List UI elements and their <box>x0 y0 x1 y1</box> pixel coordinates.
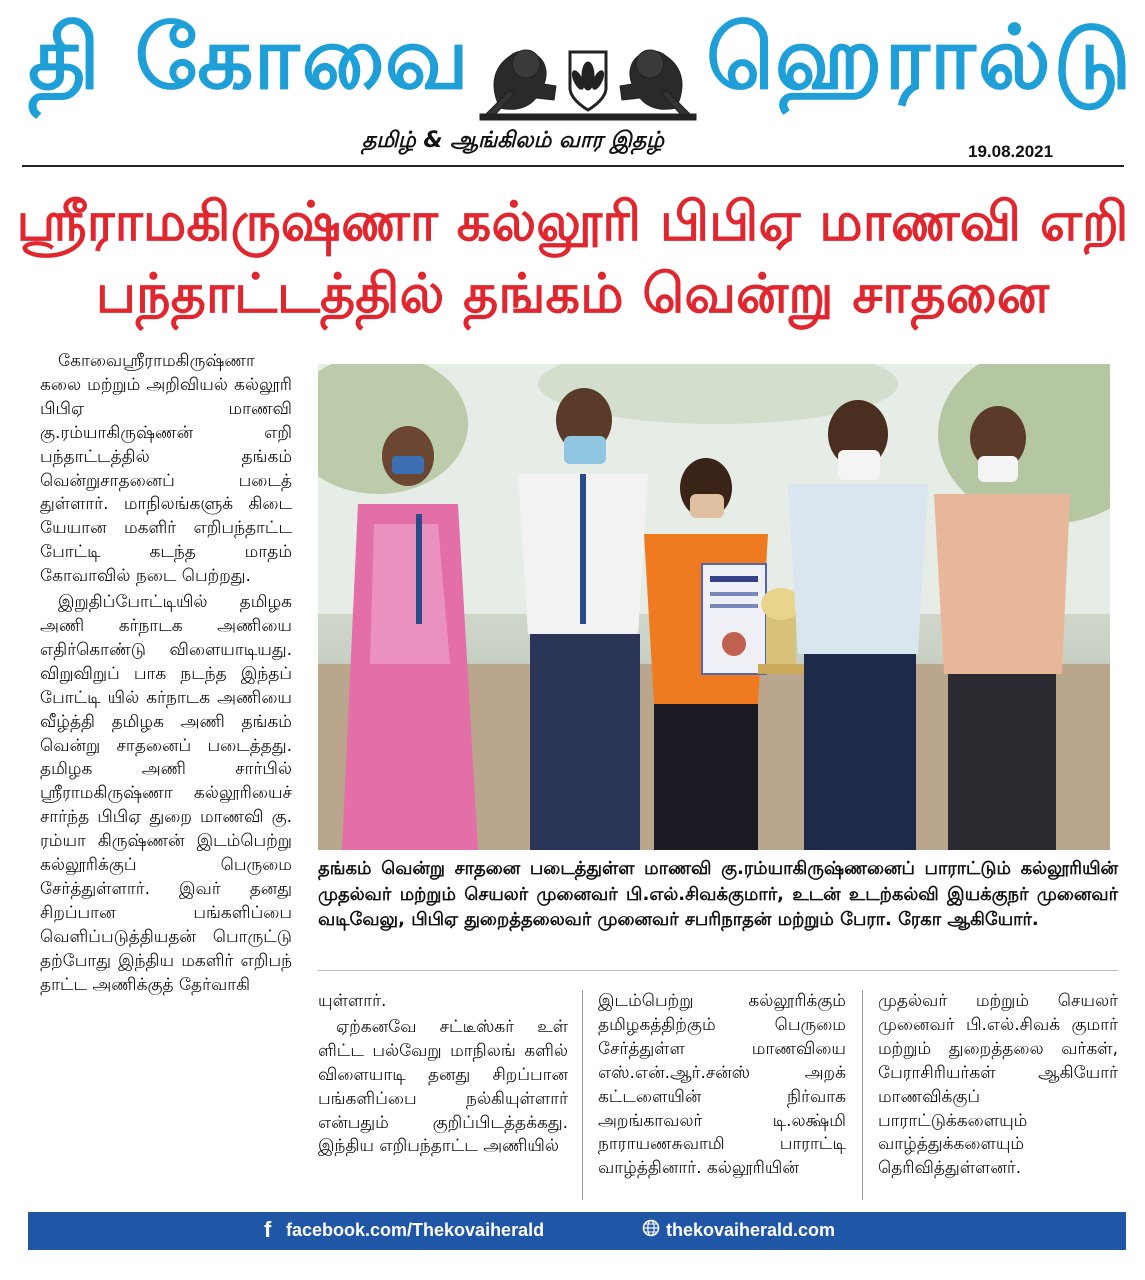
website-link[interactable] <box>642 1219 835 1242</box>
masthead-title-right: ஹெரால்டு <box>706 6 1134 109</box>
masthead-title-left: தி கோவை <box>28 6 471 109</box>
masthead-tagline: தமிழ் & ஆங்கிலம் வார இதழ் <box>362 128 664 153</box>
website-url: thekovaiherald.com <box>666 1220 836 1240</box>
masthead <box>0 0 1145 160</box>
article-column-2 <box>318 990 568 1200</box>
article-paragraph: ஏற்கனவே சட்டீஸ்கர் உள் ளிட்ட பல்வேறு மாநிலங் களில் விளையாடி தனது சிறப்பான பங்களிப்பை நல்கியுள்ளார் என்பதும் குறிப்பிடத்தக்கது. இந்திய எறிபந்தாட்ட அணியில் <box>318 1016 568 1157</box>
article-photo <box>318 364 1110 850</box>
lion-crest-emblem-icon <box>470 28 706 124</box>
globe-icon <box>642 1219 660 1242</box>
facebook-link[interactable] <box>264 1219 544 1241</box>
caption-divider <box>318 970 1118 971</box>
article-paragraph: இறுதிப்போட்டியில் தமிழக அணி கர்நாடக அணியை எதிர்கொண்டு விளையாடியது. விறுவிறுப் பாக நடந்த இந்தப் போட்டி யில் கர்நாடக அணியை வீழ்த்தி தமிழக அணி தங்கம் வென்று சாதனைப் படைத்தது. தமிழக அணி சார்பில் ஸ்ரீராமகிருஷ்ணா கல்லூரியைச் சார்ந்த பிபிஏ துறை மாணவி கு. ரம்யா கிருஷ்ணன் இடம்பெற்று கல்லூரிக்குப் பெருமை சேர்த்துள்ளார். இவர் தனது சிறப்பான பங்களிப்பை வெளிப்படுத்தியதன் பொருட்டு தற்போது இந்திய மகளிர் எறிபந் தாட்ட அணிக்குத் தேர்வாகி <box>40 592 292 995</box>
article-paragraph: முதல்வர் மற்றும் செயலர் முனைவர் பி.எல்.சிவக் குமார் மற்றும் துறைத்தலை வர்கள், பேராசிரியர்கள் ஆகியோர் மாணவிக்குப் பாராட்டுக்களையும் வாழ்த்துக்களையும் தெரிவித்துள்ளனர். <box>878 991 1118 1179</box>
footer-bar <box>28 1212 1126 1250</box>
headline <box>0 186 1145 330</box>
article-paragraph: கோவைஸ்ரீராமகிருஷ்ணா கலை மற்றும் அறிவியல் கல்லூரி பிபிஏ மாணவி கு.ரம்யாகிருஷ்ணன் எறி பந்தாட்டத்தில் தங்கம் வென்றுசாதனைப் படைத் துள்ளார். மாநிலங்களுக் கிடை யேயான மகளிர் எறிபந்தாட்ட போட்டி கடந்த மாதம் கோவாவில் நடை பெற்றது. <box>40 351 292 587</box>
article-column-3 <box>598 990 846 1200</box>
column-divider <box>582 990 583 1200</box>
facebook-icon: f <box>264 1217 272 1242</box>
column-divider <box>862 990 863 1200</box>
facebook-url: facebook.com/Thekovaiherald <box>286 1219 545 1240</box>
photo-caption: தங்கம் வென்று சாதனை படைத்துள்ள மாணவி கு.ரம்யாகிருஷ்ணனைப் பாராட்டும் கல்லூரியின் முதல்வர் மற்றும் செயலர் முனைவர் பி.எல்.சிவக்குமார், உடன் உடற்கல்வி இயக்குநர் முனைவர் வடிவேலு, பிபிஏ துறைத்தலைவர் முனைவர் சபரிநாதன் மற்றும் பேரா. ரேகா ஆகியோர். <box>318 858 1118 930</box>
headline-line-2: பந்தாட்டத்தில் தங்கம் வென்று சாதனை <box>95 262 1050 325</box>
article-paragraph: யுள்ளார். <box>318 991 387 1011</box>
headline-line-1: ஸ்ரீராமகிருஷ்ணா கல்லூரி பிபிஏ மாணவி எறி <box>16 190 1129 253</box>
article-column-1 <box>40 350 292 1200</box>
masthead-divider <box>22 165 1124 167</box>
issue-date: 19.08.2021 <box>968 142 1054 161</box>
article-column-4 <box>878 990 1118 1200</box>
article-paragraph: இடம்பெற்று கல்லூரிக்கும் தமிழகத்திற்கும் பெருமை சேர்த்துள்ள மாணவியை எஸ்.என்.ஆர்.சன்ஸ் அறக் கட்டளையின் நிர்வாக அறங்காவலர் டி.லக்ஷ்மி நாராயணசுவாமி பாராட்டி வாழ்த்தினார். கல்லூரியின் <box>598 991 846 1179</box>
